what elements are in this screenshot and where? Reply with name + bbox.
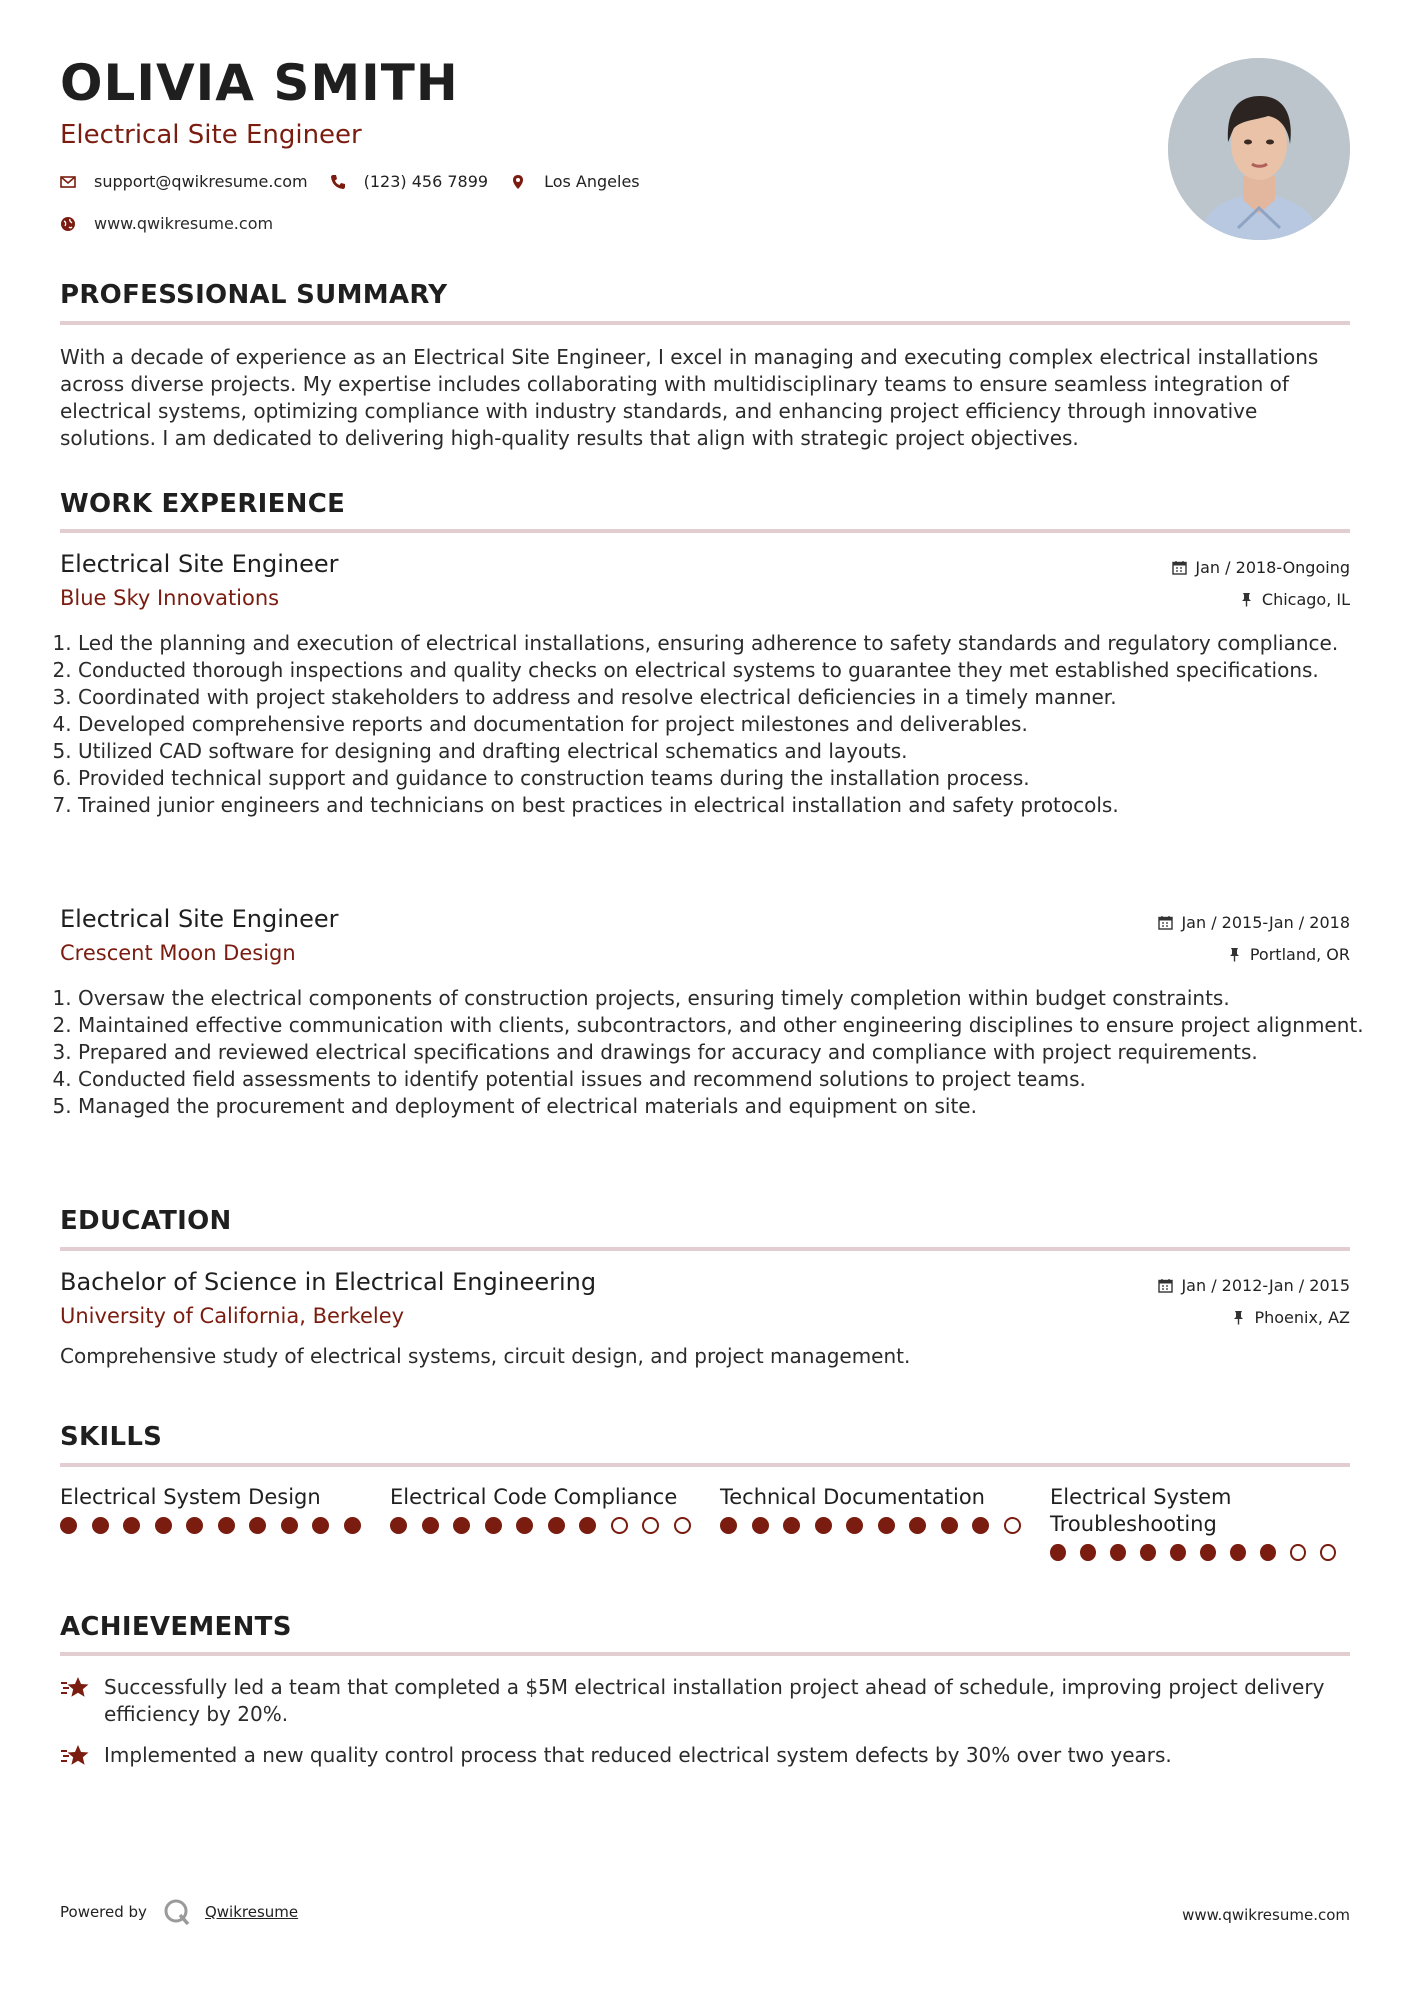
skills-grid bbox=[60, 1484, 1350, 1561]
skills-heading: SKILLS bbox=[60, 1422, 163, 1452]
job-location bbox=[1227, 945, 1350, 964]
rating-dot-filled bbox=[548, 1517, 565, 1534]
qwikresume-logo-icon bbox=[163, 1898, 191, 1926]
education-location bbox=[1231, 1308, 1350, 1327]
school: University of California, Berkeley bbox=[60, 1304, 405, 1328]
job-2-bullets bbox=[60, 985, 1368, 1120]
job-dates-text: Jan / 2018-Ongoing bbox=[1195, 558, 1350, 577]
rating-dot-filled bbox=[1200, 1544, 1216, 1561]
rating-dot-filled bbox=[1050, 1544, 1066, 1561]
email-text: support@qwikresume.com bbox=[94, 172, 308, 191]
rating-dot-filled bbox=[186, 1517, 203, 1534]
education-heading: EDUCATION bbox=[60, 1206, 232, 1236]
rating-dot-filled bbox=[390, 1517, 407, 1534]
achievements-heading: ACHIEVEMENTS bbox=[60, 1612, 292, 1642]
rating-dot-filled bbox=[941, 1517, 958, 1534]
rating-dot-filled bbox=[1260, 1544, 1276, 1561]
rating-dot-filled bbox=[878, 1517, 895, 1534]
rating-dot-filled bbox=[123, 1517, 140, 1534]
profile-photo bbox=[1168, 58, 1350, 240]
skill-name: Electrical System Troubleshooting bbox=[1050, 1485, 1232, 1536]
rating-dot-filled bbox=[1230, 1544, 1246, 1561]
section-divider bbox=[60, 321, 1350, 325]
phone-icon bbox=[330, 174, 346, 190]
qwikresume-link[interactable]: Qwikresume bbox=[204, 1903, 299, 1921]
map-pin-icon bbox=[510, 174, 526, 190]
list-item: 5. Managed the procurement and deployment of electrical materials and equipment on site. bbox=[78, 1093, 1368, 1120]
resume-page bbox=[60, 0, 1364, 1990]
list-item: 3. Prepared and reviewed electrical specifications and drawings for accuracy and compliance with project requirements. bbox=[78, 1039, 1368, 1066]
candidate-title: Electrical Site Engineer bbox=[60, 120, 362, 150]
skill-item bbox=[390, 1484, 720, 1561]
footer-powered-by bbox=[60, 1898, 298, 1926]
rating-dot-filled bbox=[92, 1517, 109, 1534]
rating-dot-filled bbox=[1080, 1544, 1096, 1561]
skill-rating bbox=[390, 1517, 720, 1534]
calendar-icon bbox=[1158, 1278, 1173, 1293]
footer-url[interactable]: www.qwikresume.com bbox=[1182, 1906, 1350, 1924]
rating-dot-empty bbox=[674, 1517, 691, 1534]
education-location-text: Phoenix, AZ bbox=[1254, 1308, 1350, 1327]
degree: Bachelor of Science in Electrical Engineering bbox=[60, 1268, 597, 1296]
rating-dot-empty bbox=[1290, 1544, 1306, 1561]
contact-email[interactable] bbox=[60, 172, 308, 191]
list-item: 2. Maintained effective communication with clients, subcontractors, and other engineering disciplines to ensure project alignment. bbox=[78, 1012, 1368, 1039]
job-dates bbox=[1158, 913, 1350, 932]
calendar-icon bbox=[1158, 915, 1173, 930]
rating-dot-filled bbox=[281, 1517, 298, 1534]
job-role: Electrical Site Engineer bbox=[60, 550, 339, 578]
education-dates-text: Jan / 2012-Jan / 2015 bbox=[1181, 1276, 1350, 1295]
achievement-item bbox=[60, 1742, 1350, 1770]
list-item: 5. Utilized CAD software for designing and drafting electrical schematics and layouts. bbox=[78, 738, 1368, 765]
rating-dot-filled bbox=[485, 1517, 502, 1534]
skill-name: Technical Documentation bbox=[720, 1485, 985, 1509]
contact-row bbox=[60, 172, 662, 191]
list-item: 6. Provided technical support and guidance to construction teams during the installation process. bbox=[78, 765, 1368, 792]
summary-text: With a decade of experience as an Electrical Site Engineer, I excel in managing and executing complex electrical installations across diverse projects. My expertise includes collaborating with multidisciplinary teams to ensure seamless integration of electrical systems, optimizing compliance with industry standards, and enhancing project efficiency through innovative solutions. I am dedicated to delivering high-quality results that align with strategic project objectives. bbox=[60, 345, 1319, 450]
rating-dot-filled bbox=[1170, 1544, 1186, 1561]
section-divider bbox=[60, 1652, 1350, 1656]
job-dates-text: Jan / 2015-Jan / 2018 bbox=[1181, 913, 1350, 932]
list-item: 2. Conducted thorough inspections and quality checks on electrical systems to guarantee they met established specifications. bbox=[78, 657, 1368, 684]
rating-dot-filled bbox=[815, 1517, 832, 1534]
rating-dot-filled bbox=[218, 1517, 235, 1534]
section-divider bbox=[60, 1247, 1350, 1251]
list-item: 1. Oversaw the electrical components of construction projects, ensuring timely completion within budget constraints. bbox=[78, 985, 1368, 1012]
skill-rating bbox=[720, 1517, 1050, 1534]
skill-item bbox=[1050, 1484, 1350, 1561]
achievement-text: Implemented a new quality control process that reduced electrical system defects by 30% over two years. bbox=[104, 1743, 1172, 1767]
experience-heading: WORK EXPERIENCE bbox=[60, 489, 346, 519]
list-item: 7. Trained junior engineers and technicians on best practices in electrical installation and safety protocols. bbox=[78, 792, 1368, 819]
skill-name: Electrical System Design bbox=[60, 1485, 321, 1509]
summary-heading: PROFESSIONAL SUMMARY bbox=[60, 280, 448, 310]
candidate-name: OLIVIA SMITH bbox=[60, 54, 459, 112]
rating-dot-empty bbox=[1320, 1544, 1336, 1561]
skill-item bbox=[720, 1484, 1050, 1561]
education-description: Comprehensive study of electrical systems, circuit design, and project management. bbox=[60, 1344, 911, 1368]
rating-dot-filled bbox=[249, 1517, 266, 1534]
rating-dot-filled bbox=[422, 1517, 439, 1534]
job-1-bullets bbox=[60, 630, 1368, 819]
rating-dot-filled bbox=[155, 1517, 172, 1534]
pushpin-icon bbox=[1239, 592, 1254, 607]
rating-dot-filled bbox=[1110, 1544, 1126, 1561]
contact-location bbox=[510, 172, 640, 191]
section-divider bbox=[60, 1463, 1350, 1467]
section-divider bbox=[60, 529, 1350, 533]
contact-phone[interactable] bbox=[330, 172, 488, 191]
rating-dot-filled bbox=[909, 1517, 926, 1534]
list-item: 3. Coordinated with project stakeholders to address and resolve electrical deficiencies in a timely manner. bbox=[78, 684, 1368, 711]
rating-dot-filled bbox=[1140, 1544, 1156, 1561]
pushpin-icon bbox=[1231, 1310, 1246, 1325]
globe-icon bbox=[60, 216, 76, 232]
skill-rating bbox=[60, 1517, 390, 1534]
job-company: Blue Sky Innovations bbox=[60, 586, 280, 610]
skill-item bbox=[60, 1484, 390, 1561]
job-location bbox=[1239, 590, 1350, 609]
rating-dot-filled bbox=[846, 1517, 863, 1534]
job-role: Electrical Site Engineer bbox=[60, 905, 339, 933]
rating-dot-filled bbox=[60, 1517, 77, 1534]
rating-dot-filled bbox=[344, 1517, 361, 1534]
rating-dot-empty bbox=[642, 1517, 659, 1534]
rating-dot-empty bbox=[1004, 1517, 1021, 1534]
job-company: Crescent Moon Design bbox=[60, 941, 296, 965]
star-award-icon bbox=[60, 1742, 92, 1770]
job-dates bbox=[1172, 558, 1350, 577]
skill-name: Electrical Code Compliance bbox=[390, 1485, 678, 1509]
envelope-icon bbox=[60, 174, 76, 190]
phone-text: (123) 456 7899 bbox=[363, 172, 489, 191]
education-dates bbox=[1158, 1276, 1350, 1295]
powered-by-label: Powered by bbox=[60, 1903, 147, 1921]
rating-dot-filled bbox=[579, 1517, 596, 1534]
location-text: Los Angeles bbox=[544, 172, 640, 191]
website-text: www.qwikresume.com bbox=[94, 214, 274, 233]
rating-dot-filled bbox=[516, 1517, 533, 1534]
skill-rating bbox=[1050, 1544, 1350, 1561]
list-item: 4. Developed comprehensive reports and documentation for project milestones and deliverables. bbox=[78, 711, 1368, 738]
rating-dot-filled bbox=[972, 1517, 989, 1534]
star-award-icon bbox=[60, 1674, 92, 1702]
list-item: 4. Conducted field assessments to identify potential issues and recommend solutions to project teams. bbox=[78, 1066, 1368, 1093]
calendar-icon bbox=[1172, 560, 1187, 575]
rating-dot-filled bbox=[312, 1517, 329, 1534]
rating-dot-filled bbox=[752, 1517, 769, 1534]
list-item: 1. Led the planning and execution of electrical installations, ensuring adherence to safety standards and regulatory compliance. bbox=[78, 630, 1368, 657]
job-location-text: Portland, OR bbox=[1249, 945, 1350, 964]
rating-dot-filled bbox=[783, 1517, 800, 1534]
job-location-text: Chicago, IL bbox=[1261, 590, 1350, 609]
pushpin-icon bbox=[1227, 947, 1242, 962]
achievement-item bbox=[60, 1674, 1350, 1728]
contact-website[interactable] bbox=[60, 214, 273, 233]
achievement-text: Successfully led a team that completed a $5M electrical installation project ahead of schedule, improving project delivery efficiency by 20%. bbox=[104, 1675, 1325, 1726]
rating-dot-filled bbox=[453, 1517, 470, 1534]
rating-dot-filled bbox=[720, 1517, 737, 1534]
rating-dot-empty bbox=[611, 1517, 628, 1534]
